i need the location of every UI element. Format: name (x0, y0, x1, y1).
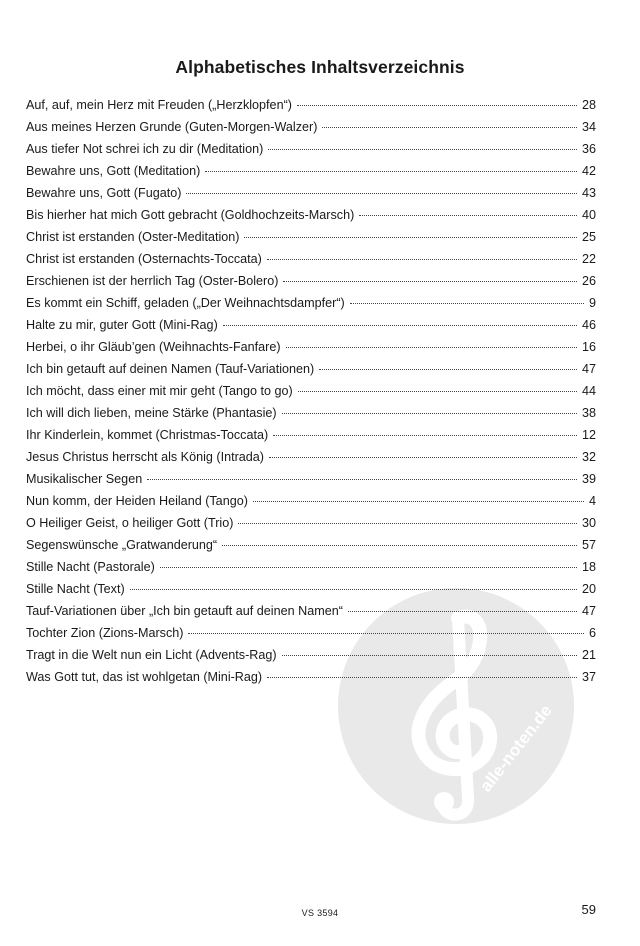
toc-entry-page: 25 (581, 230, 596, 244)
toc-entry (26, 622, 596, 644)
dot-leader (186, 192, 577, 194)
toc-entry (26, 160, 596, 182)
dot-leader (286, 346, 577, 348)
toc-entry-title: Christ ist erstanden (Oster-Meditation) (26, 230, 240, 244)
toc-entry-page: 20 (581, 582, 596, 596)
toc-entry-page: 32 (581, 450, 596, 464)
dot-leader (244, 236, 577, 238)
page-title: Alphabetisches Inhaltsverzeichnis (175, 57, 465, 77)
toc-entry-title: Jesus Christus herrscht als König (Intrada) (26, 450, 264, 464)
toc-entry-page: 12 (581, 428, 596, 442)
toc-entry (26, 138, 596, 160)
toc-entry-title: Bewahre uns, Gott (Fugato) (26, 186, 182, 200)
toc-entry-page: 9 (588, 296, 596, 310)
toc-entry-page: 39 (581, 472, 596, 486)
dot-leader (359, 214, 577, 216)
toc-entry-page: 47 (581, 604, 596, 618)
toc-entry-title: Stille Nacht (Pastorale) (26, 560, 155, 574)
toc-entry (26, 292, 596, 314)
toc-entry-page: 26 (581, 274, 596, 288)
toc-entry-page: 28 (581, 98, 596, 112)
dot-leader (273, 434, 577, 436)
toc-entry-page: 6 (588, 626, 596, 640)
toc-entry (26, 512, 596, 534)
dot-leader (147, 478, 577, 480)
toc-entry-title: Bewahre uns, Gott (Meditation) (26, 164, 201, 178)
toc-entry (26, 468, 596, 490)
toc-entry-title: Ich möcht, dass einer mit mir geht (Tango to go) (26, 384, 293, 398)
dot-leader (205, 170, 577, 172)
dot-leader (319, 368, 577, 370)
toc-entry (26, 578, 596, 600)
toc-entry (26, 94, 596, 116)
toc-entry-page: 43 (581, 186, 596, 200)
toc-entry (26, 314, 596, 336)
dot-leader (130, 588, 577, 590)
toc-entry-title: Musikalischer Segen (26, 472, 143, 486)
toc-entry-title: Erschienen ist der herrlich Tag (Oster-Bolero) (26, 274, 279, 288)
toc-entry (26, 424, 596, 446)
toc-entry-page: 18 (581, 560, 596, 574)
toc-entry-title: Stille Nacht (Text) (26, 582, 125, 596)
toc-entry-page: 4 (588, 494, 596, 508)
toc-entry (26, 248, 596, 270)
toc-entry (26, 226, 596, 248)
dot-leader (160, 566, 577, 568)
watermark-text: alle-noten.de (476, 701, 556, 796)
toc-entry-page: 22 (581, 252, 596, 266)
dot-leader (282, 412, 577, 414)
toc-entry-page: 21 (581, 648, 596, 662)
toc-entry-page: 44 (581, 384, 596, 398)
toc-entry-title: Halte zu mir, guter Gott (Mini-Rag) (26, 318, 218, 332)
dot-leader (268, 148, 577, 150)
toc-list (26, 94, 596, 688)
dot-leader (282, 654, 577, 656)
toc-entry-page: 30 (581, 516, 596, 530)
dot-leader (350, 302, 584, 304)
toc-entry (26, 534, 596, 556)
toc-entry-page: 34 (581, 120, 596, 134)
toc-entry-title: Was Gott tut, das ist wohlgetan (Mini-Rag) (26, 670, 263, 684)
toc-entry-title: Aus meines Herzen Grunde (Guten-Morgen-Walzer) (26, 120, 318, 134)
toc-entry (26, 116, 596, 138)
toc-entry (26, 336, 596, 358)
dot-leader (298, 390, 577, 392)
dot-leader (269, 456, 577, 458)
toc-entry-title: Ihr Kinderlein, kommet (Christmas-Toccata) (26, 428, 269, 442)
toc-entry-title: Tauf-Variationen über „Ich bin getauft auf deinen Namen“ (26, 604, 343, 618)
toc-entry-title: Herbei, o ihr Gläub’gen (Weihnachts-Fanfare) (26, 340, 281, 354)
toc-entry-title: Christ ist erstanden (Osternachts-Toccata) (26, 252, 262, 266)
toc-entry-title: Aus tiefer Not schrei ich zu dir (Meditation) (26, 142, 264, 156)
toc-entry-title: Es kommt ein Schiff, geladen („Der Weihnachtsdampfer“) (26, 296, 345, 310)
toc-entry-page: 46 (581, 318, 596, 332)
toc-entry-page: 42 (581, 164, 596, 178)
publication-code: VS 3594 (301, 908, 339, 918)
dot-leader (253, 500, 584, 502)
toc-entry-title: Nun komm, der Heiden Heiland (Tango) (26, 494, 248, 508)
toc-entry-title: O Heiliger Geist, o heiliger Gott (Trio) (26, 516, 234, 530)
toc-entry-title: Ich bin getauft auf deinen Namen (Tauf-Variationen) (26, 362, 315, 376)
toc-entry-title: Tragt in die Welt nun ein Licht (Advents-Rag) (26, 648, 277, 662)
dot-leader (297, 104, 577, 106)
toc-entry-title: Tochter Zion (Zions-Marsch) (26, 626, 184, 640)
page-number: 59 (581, 902, 596, 917)
toc-entry-page: 57 (581, 538, 596, 552)
toc-entry (26, 666, 596, 688)
toc-entry-title: Segenswünsche „Gratwanderung“ (26, 538, 218, 552)
toc-entry (26, 182, 596, 204)
toc-entry (26, 402, 596, 424)
toc-entry (26, 490, 596, 512)
toc-entry-page: 47 (581, 362, 596, 376)
toc-entry-title: Auf, auf, mein Herz mit Freuden („Herzklopfen“) (26, 98, 292, 112)
toc-entry-page: 37 (581, 670, 596, 684)
toc-entry (26, 446, 596, 468)
dot-leader (223, 324, 577, 326)
toc-entry (26, 270, 596, 292)
toc-entry (26, 600, 596, 622)
toc-entry (26, 644, 596, 666)
dot-leader (238, 522, 577, 524)
toc-entry-page: 36 (581, 142, 596, 156)
dot-leader (222, 544, 577, 546)
dot-leader (188, 632, 584, 634)
toc-entry-page: 40 (581, 208, 596, 222)
toc-entry (26, 204, 596, 226)
dot-leader (283, 280, 577, 282)
dot-leader (267, 258, 577, 260)
toc-entry (26, 556, 596, 578)
toc-entry-page: 16 (581, 340, 596, 354)
toc-entry-page: 38 (581, 406, 596, 420)
dot-leader (322, 126, 577, 128)
toc-entry-title: Ich will dich lieben, meine Stärke (Phantasie) (26, 406, 277, 420)
toc-entry-title: Bis hierher hat mich Gott gebracht (Goldhochzeits-Marsch) (26, 208, 355, 222)
dot-leader (267, 676, 577, 678)
dot-leader (348, 610, 577, 612)
toc-entry (26, 358, 596, 380)
toc-entry (26, 380, 596, 402)
